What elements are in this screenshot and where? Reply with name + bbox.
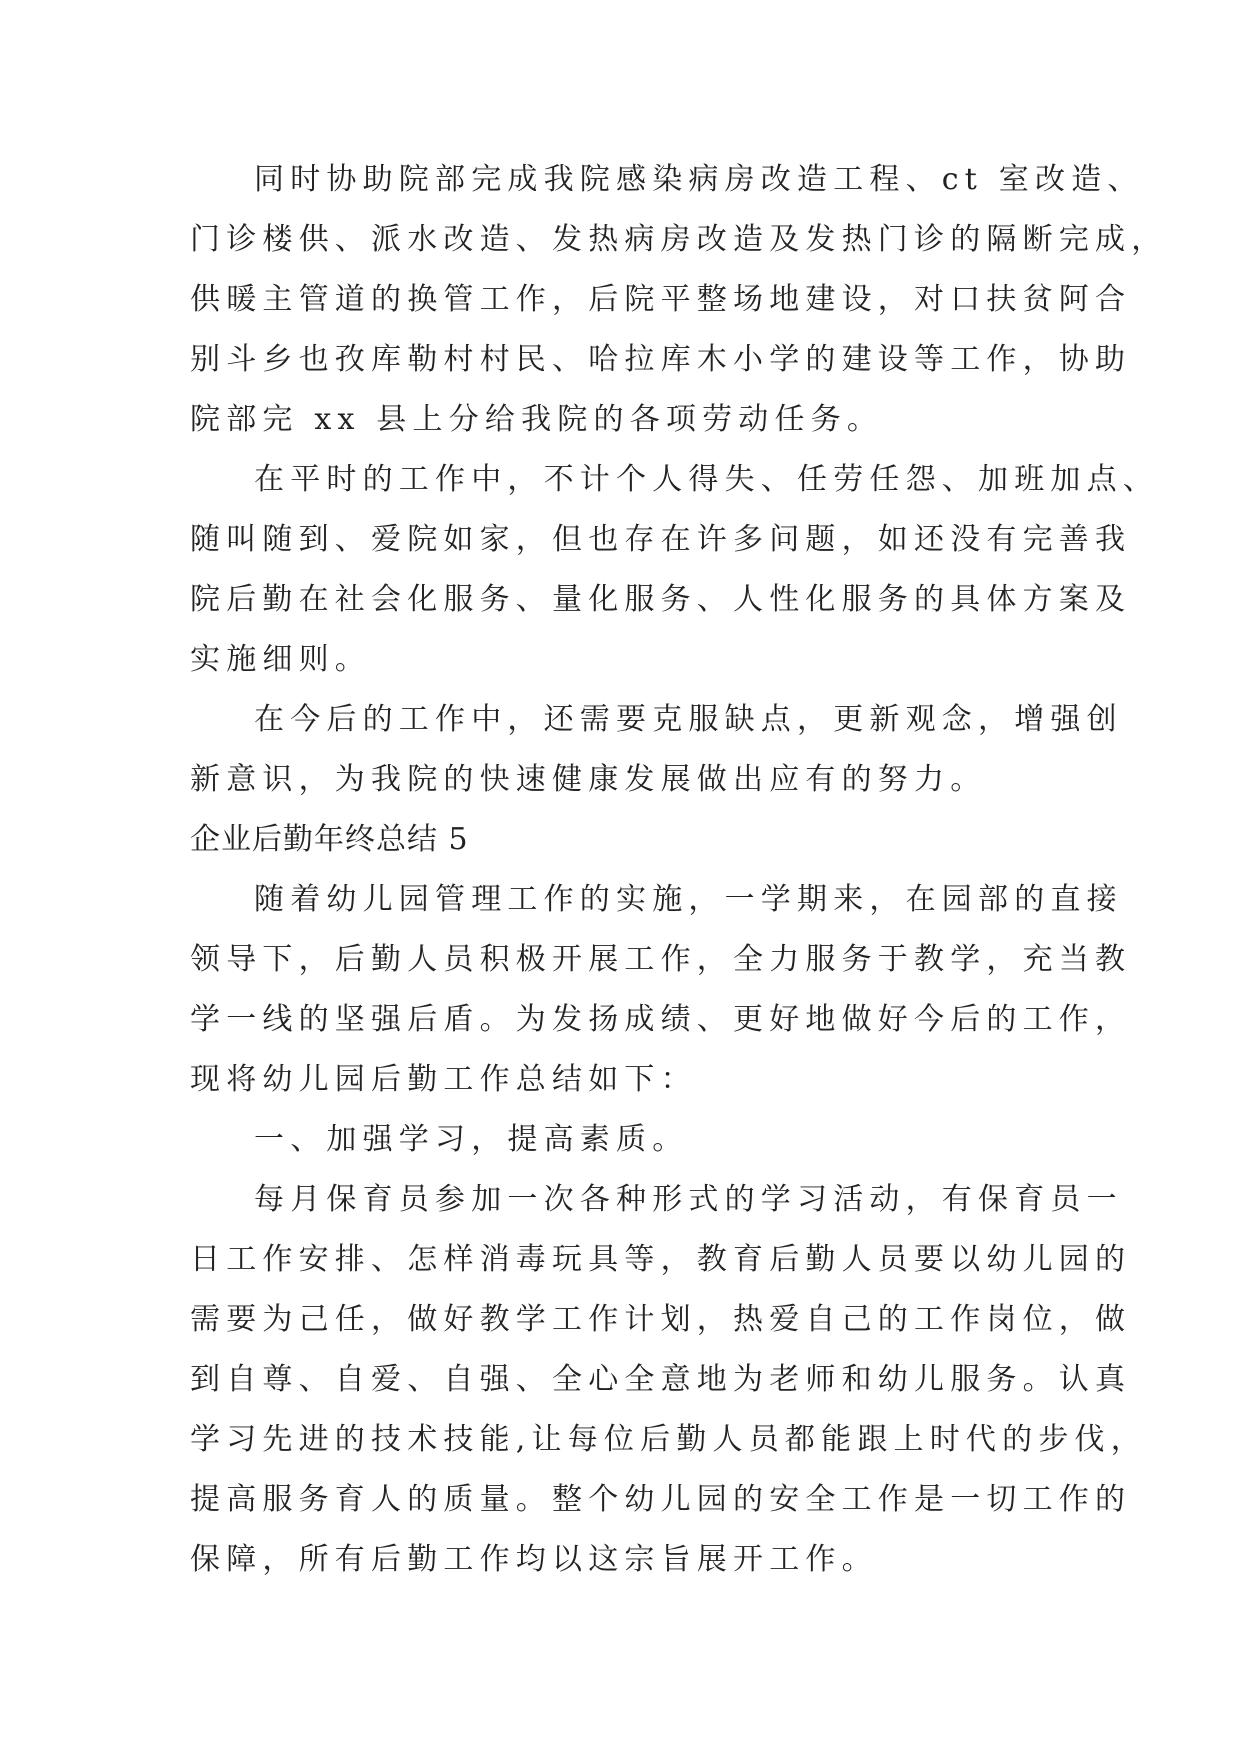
paragraph-line: 实施细则。 [190,642,371,677]
paragraph-line: 院部完 xx 县上分给我院的各项劳动任务。 [190,402,884,437]
paragraph-line: 在今后的工作中，还需要克服缺点，更新观念，增强创 [254,702,1123,737]
paragraph-line: 保障，所有后勤工作均以这宗旨展开工作。 [190,1542,878,1577]
paragraph-line: 门诊楼供、派水改造、发热病房改造及发热门诊的隔断完成， [190,222,1168,257]
paragraph-line: 新意识，为我院的快速健康发展做出应有的努力。 [190,762,987,797]
paragraph-line: 每月保育员参加一次各种形式的学习活动，有保育员一 [254,1182,1123,1217]
paragraph-line: 供暖主管道的换管工作，后院平整场地建设，对口扶贫阿合 [190,282,1132,317]
section-heading: 企业后勤年终总结 5 [190,822,469,857]
paragraph-line: 院后勤在社会化服务、量化服务、人性化服务的具体方案及 [190,582,1132,617]
subheading-line: 一、加强学习，提高素质。 [254,1122,689,1157]
paragraph-line: 学习先进的技术技能,让每位后勤人员都能跟上时代的步伐， [190,1422,1147,1457]
paragraph-line: 同时协助院部完成我院感染病房改造工程、ct 室改造、 [254,162,1144,197]
document-body [190,150,1168,1590]
paragraph-line: 随叫随到、爱院如家，但也存在许多问题，如还没有完善我 [190,522,1132,557]
paragraph-line: 学一线的坚强后盾。为发扬成绩、更好地做好今后的工作， [190,1002,1132,1037]
paragraph-line: 领导下，后勤人员积极开展工作，全力服务于教学，充当教 [190,942,1132,977]
paragraph-line: 提高服务育人的质量。整个幼儿园的安全工作是一切工作的 [190,1482,1132,1517]
paragraph-line: 日工作安排、怎样消毒玩具等，教育后勤人员要以幼儿园的 [190,1242,1132,1277]
paragraph-line: 需要为己任，做好教学工作计划，热爱自己的工作岗位，做 [190,1302,1132,1337]
paragraph-line: 到自尊、自爱、自强、全心全意地为老师和幼儿服务。认真 [190,1362,1132,1397]
paragraph-line: 别斗乡也孜库勒村村民、哈拉库木小学的建设等工作，协助 [190,342,1132,377]
paragraph-line: 随着幼儿园管理工作的实施，一学期来，在园部的直接 [254,882,1123,917]
paragraph-line: 现将幼儿园后勤工作总结如下： [190,1062,697,1097]
paragraph-line: 在平时的工作中，不计个人得失、任劳任怨、加班加点、 [254,462,1159,497]
